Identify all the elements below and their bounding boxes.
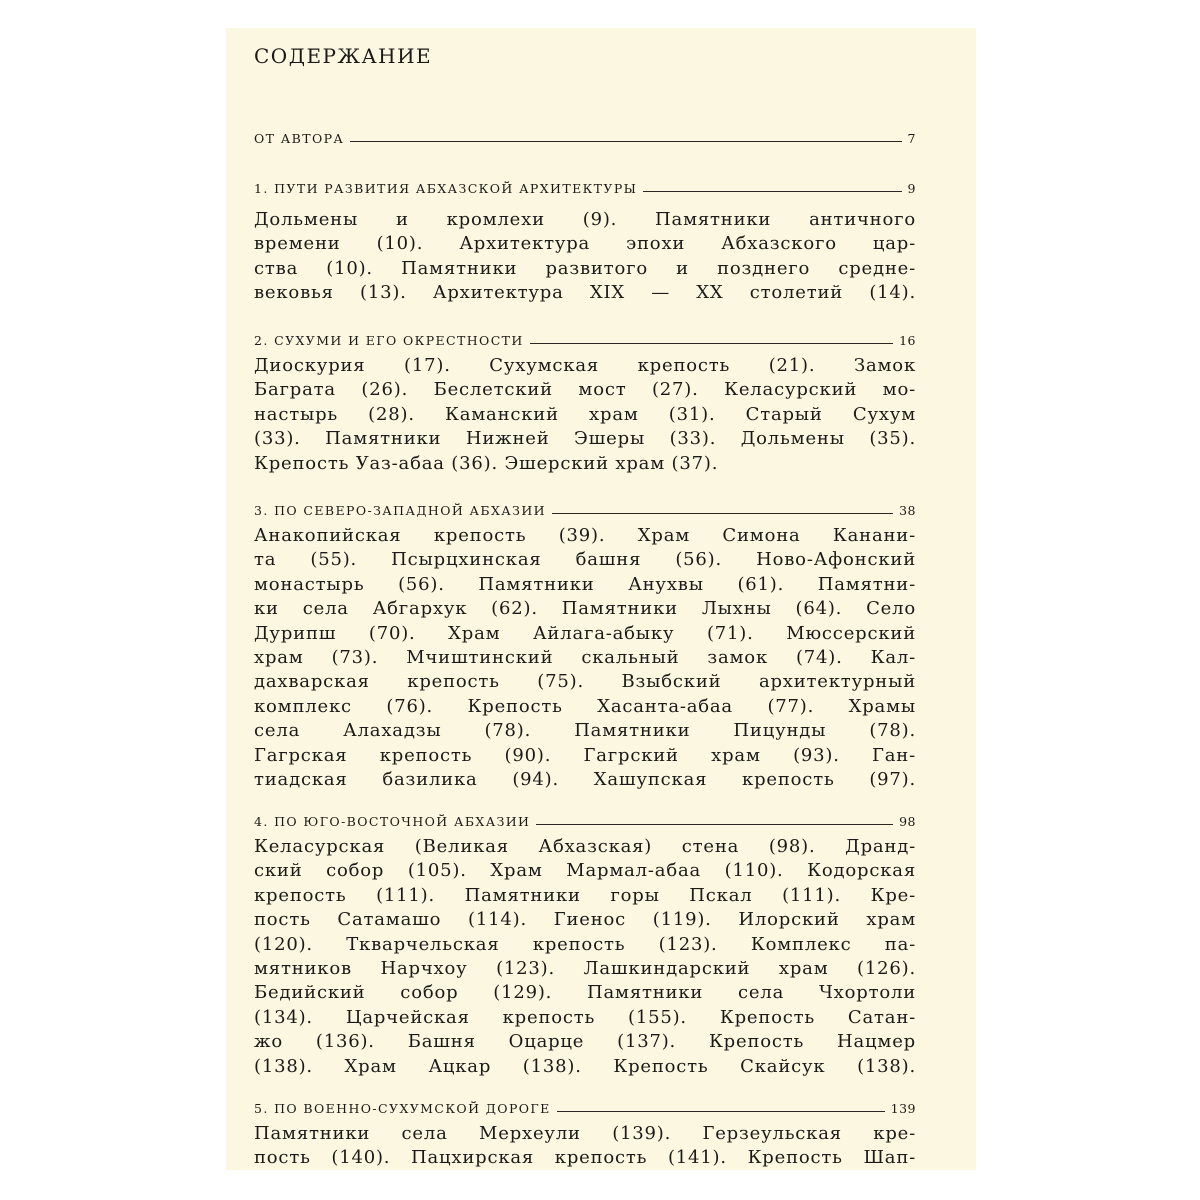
toc-heading-text: ОТ АВТОРА [254, 131, 345, 146]
summary-line: Диоскурия (17). Сухумская крепость (21). Замок [254, 355, 916, 376]
summary-line: (120). Ткварчельская крепость (123). Комплекс па- [254, 933, 916, 955]
book-page [226, 28, 976, 1170]
toc-page-number: 9 [907, 181, 916, 196]
summary-line: Памятники села Мерхеули (139). Герзеульская кре- [254, 1123, 916, 1144]
toc-page-number: 38 [899, 503, 916, 518]
summary-line: дахварская крепость (75). Взыбский архитектурный [254, 671, 916, 693]
summary-line: крепость (111). Памятники горы Пскал (111). Кре- [254, 884, 916, 906]
toc-heading-text: 3. ПО СЕВЕРО-ЗАПАДНОЙ АБХАЗИИ [254, 503, 546, 518]
summary-line: Гагрская крепость (90). Гагрский храм (93). Ган- [254, 744, 916, 766]
summary-line: ский собор (105). Храм Мармал-абаа (110). Кодорская [254, 860, 916, 882]
toc-heading-author[interactable] [254, 128, 916, 146]
toc-page-number: 139 [890, 1101, 916, 1116]
toc-summary-chapter-3 [254, 524, 916, 792]
summary-line: времени (10). Архитектура эпохи Абхазского цар- [254, 233, 916, 255]
summary-line: комплекс (76). Крепость Хасанта-абаа (77). Храмы [254, 695, 916, 717]
toc-summary-chapter-1 [254, 208, 916, 306]
summary-line: настырь (28). Каманский храм (31). Старый Сухум [254, 403, 916, 425]
summary-line: Крепость Уаз-абаа (36). Эшерский храм (37). [254, 452, 719, 474]
toc-page-number: 7 [907, 131, 916, 146]
summary-line: жо (136). Башня Оцарце (137). Крепость Нацмер [254, 1031, 916, 1053]
toc-heading-text: 1. ПУТИ РАЗВИТИЯ АБХАЗСКОЙ АРХИТЕКТУРЫ [254, 181, 638, 196]
summary-line: ства (10). Памятники развитого и позднего средне- [254, 257, 916, 279]
toc-page-number: 16 [899, 333, 916, 348]
toc-heading-text: 4. ПО ЮГО-ВОСТОЧНОЙ АБХАЗИИ [254, 814, 531, 829]
summary-line: (138). Храм Ацкар (138). Крепость Скайсук (138). [254, 1055, 916, 1077]
summary-line: пость (140). Пацхирская крепость (141). Крепость Шап- [254, 1147, 916, 1169]
summary-line: Баграта (26). Беслетский мост (27). Келасурский мо- [254, 379, 916, 401]
summary-line: (134). Царчейская крепость (155). Крепость Сатан- [254, 1006, 916, 1028]
summary-line: Келасурская (Великая Абхазская) стена (98). Дранд- [254, 836, 916, 857]
toc-heading-chapter-3[interactable] [254, 500, 916, 518]
summary-line: монастырь (56). Памятники Анухвы (61). Памятни- [254, 573, 916, 595]
page-title: СОДЕРЖАНИЕ [254, 44, 433, 68]
summary-line: Бедийский собор (129). Памятники села Чхортоли [254, 982, 916, 1004]
summary-line: тиадская базилика (94). Хашупская крепость (97). [254, 768, 916, 790]
leader-rule [557, 1111, 885, 1112]
toc-summary-chapter-2 [254, 354, 916, 476]
toc-heading-text: 5. ПО ВОЕННО-СУХУМСКОЙ ДОРОГЕ [254, 1101, 551, 1116]
leader-rule [552, 513, 893, 514]
summary-line: мятников Нарчхоу (123). Лашкиндарский храм (126). [254, 957, 916, 979]
summary-line: ки села Абгархук (62). Памятники Лыхны (64). Село [254, 598, 916, 620]
summary-line: (33). Памятники Нижней Эшеры (33). Дольмены (35). [254, 428, 916, 450]
leader-rule [643, 191, 901, 192]
summary-line: села Алахадзы (78). Памятники Пицунды (78). [254, 720, 916, 742]
toc-summary-chapter-5 [254, 1122, 916, 1170]
toc-heading-text: 2. СУХУМИ И ЕГО ОКРЕСТНОСТИ [254, 333, 524, 348]
summary-line: Дольмены и кромлехи (9). Памятники античного [254, 209, 916, 230]
leader-rule [350, 141, 901, 142]
summary-line: Дурипш (70). Храм Айлага-абыку (71). Мюссерский [254, 622, 916, 644]
summary-line: храм (73). Мчиштинский скальный замок (74). Кал- [254, 646, 916, 668]
summary-line: вековья (13). Архитектура XIX — XX столетий (14). [254, 282, 916, 304]
summary-line: Анакопийская крепость (39). Храм Симона Канани- [254, 525, 916, 546]
toc-heading-chapter-1[interactable] [254, 178, 916, 196]
toc-heading-chapter-2[interactable] [254, 330, 916, 348]
toc-summary-chapter-4 [254, 835, 916, 1079]
toc-heading-chapter-5[interactable] [254, 1098, 916, 1116]
toc-page-number: 98 [899, 814, 916, 829]
summary-line: пость Сатамашо (114). Гиенос (119). Илорский храм [254, 909, 916, 931]
leader-rule [536, 824, 893, 825]
leader-rule [530, 343, 893, 344]
summary-line: та (55). Псырцхинская башня (56). Ново-Афонский [254, 549, 916, 571]
toc-heading-chapter-4[interactable] [254, 811, 916, 829]
